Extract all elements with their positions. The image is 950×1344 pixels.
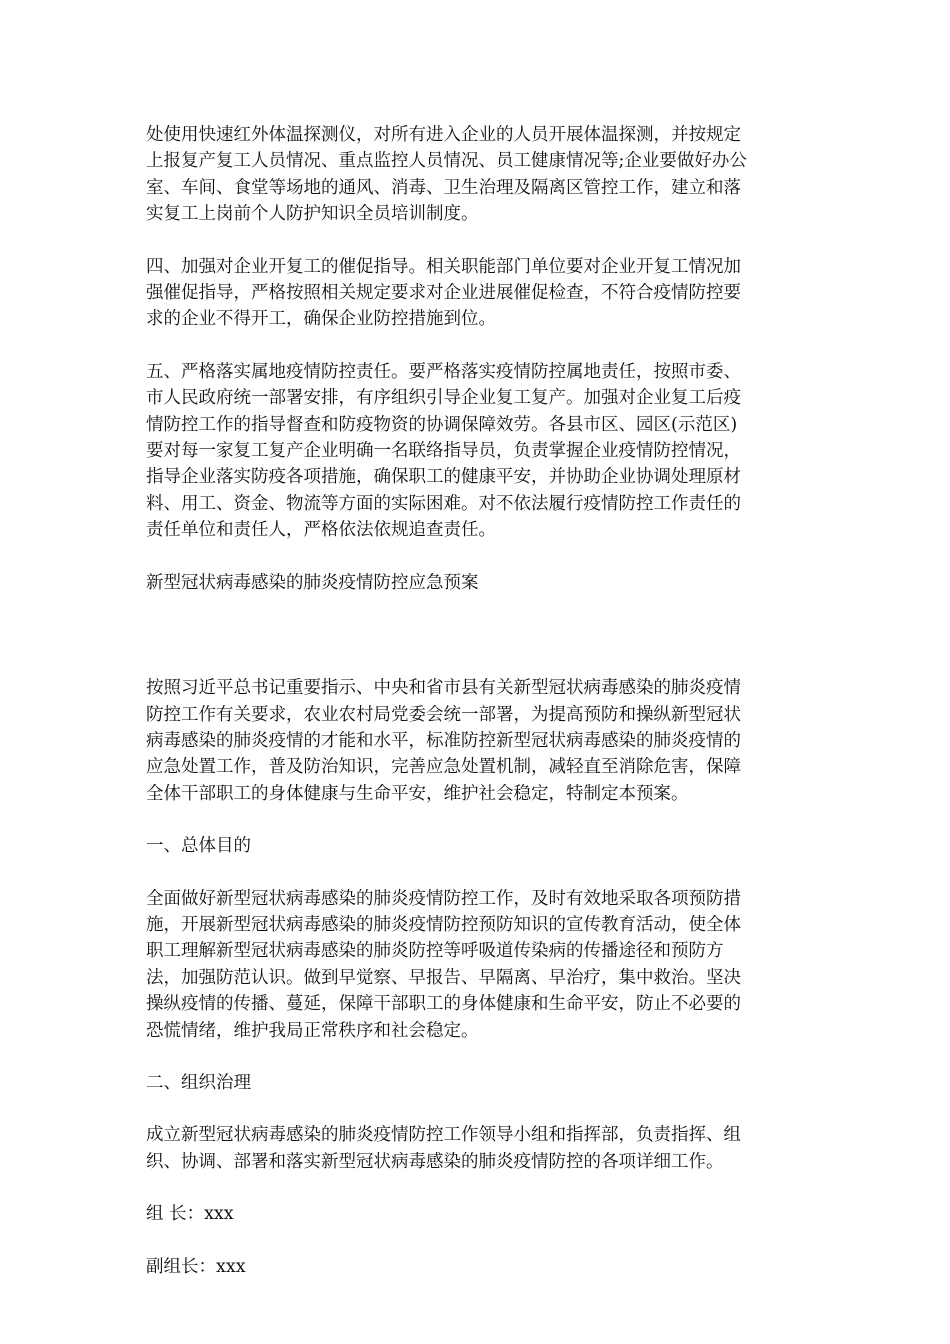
heading-organization: 二、组织治理 [146, 1072, 251, 1093]
paragraph-section-four: 四、加强对企业开复工的催促指导。相关职能部门单位要对企业开复工情况加 强催促指导，严格按照相关规定要求对企业进展催促检查，不符合疫情防控要 求的企业不得开工，确保企业防控措施到位。 [146, 256, 741, 330]
deputy-leader-line: 副组长：xxx [146, 1256, 246, 1277]
paragraph-introduction: 按照习近平总书记重要指示、中央和省市县有关新型冠状病毒感染的肺炎疫情 防控工作有关要求，农业农村局党委会统一部署，为提高预防和操纵新型冠状 病毒感染的肺炎疫情的才能和水平，标准防控新型冠状病毒感染的肺炎疫情的 应急处置工作，普及防治知识，完善应急处置机制，减轻直至消除危害，保障 全体干部职工的身体健康与生命平安，维护社会稳定，特制定本预案。 [146, 678, 741, 804]
paragraph-section-five: 五、严格落实属地疫情防控责任。要严格落实疫情防控属地责任，按照市委、 市人民政府统一部署安排，有序组织引导企业复工复产。加强对企业复工后疫 情防控工作的指导督查和防疫物资的协调保障效劳。各县市区、园区(示范区) 要对每一家复工复产企业明确一名联络指导员，负责掌握企业疫情防控情况， 指导企业落实防疫各项措施，确保职工的健康平安，并协助企业协调处理原材 料、用工、资金、物流等方面的实际困难。对不依法履行疫情防控工作责任的 责任单位和责任人，严格依法依规追查责任。 [146, 361, 741, 541]
heading-overall-goal: 一、总体目的 [146, 836, 251, 857]
leader-line: 组 长：xxx [146, 1204, 234, 1225]
document-page [146, 122, 806, 1280]
paragraph-overall-goal: 全面做好新型冠状病毒感染的肺炎疫情防控工作，及时有效地采取各项预防措 施，开展新型冠状病毒感染的肺炎疫情防控预防知识的宣传教育活动，使全体 职工理解新型冠状病毒感染的肺炎防控等呼吸道传染病的传播途径和预防方 法，加强防范认识。做到早觉察、早报告、早隔离、早治疗，集中救治。坚决 操纵疫情的传播、蔓延，保障干部职工的身体健康和生命平安，防止不必要的 恐慌情绪，维护我局正常秩序和社会稳定。 [146, 888, 741, 1041]
document-title: 新型冠状病毒感染的肺炎疫情防控应急预案 [146, 572, 479, 593]
paragraph-organization: 成立新型冠状病毒感染的肺炎疫情防控工作领导小组和指挥部，负责指挥、组 织、协调、部署和落实新型冠状病毒感染的肺炎疫情防控的各项详细工作。 [146, 1125, 741, 1172]
paragraph-health-monitoring: 处使用快速红外体温探测仪，对所有进入企业的人员开展体温探测，并按规定 上报复产复工人员情况、重点监控人员情况、员工健康情况等;企业要做好办公 室、车间、食堂等场地的通风、消毒、卫生治理及隔离区管控工作，建立和落 实复工上岗前个人防护知识全员培训制度。 [146, 125, 747, 225]
